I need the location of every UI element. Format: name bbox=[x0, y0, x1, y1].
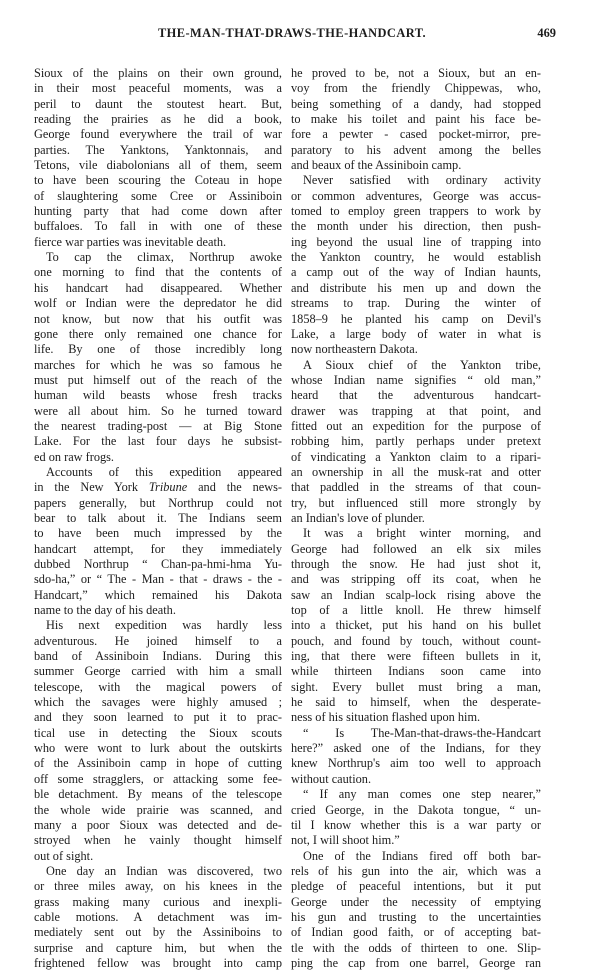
line-text: an Indian's love of plunder. bbox=[291, 510, 425, 525]
text-line bbox=[34, 879, 282, 894]
line-text: without caution. bbox=[291, 771, 372, 786]
text-line bbox=[34, 603, 282, 618]
text-line bbox=[291, 634, 541, 649]
line-text: Tetons, vile diabolonians all of them, seem bbox=[34, 158, 282, 173]
line-text: wolf or Indian were the depredator he did bbox=[34, 296, 282, 311]
line-text: the nearest trading-post — at Big Stone bbox=[34, 418, 282, 433]
text-line bbox=[34, 235, 282, 250]
text-line bbox=[34, 649, 282, 664]
text-line bbox=[291, 772, 541, 787]
text-line bbox=[291, 97, 541, 112]
text-line bbox=[291, 787, 541, 802]
text-line bbox=[34, 404, 282, 419]
line-text: ing, that there were fifteen bullets in it, bbox=[291, 649, 541, 664]
text-line bbox=[34, 127, 282, 142]
line-text: being something of a dandy, had stopped bbox=[291, 96, 541, 111]
text-line bbox=[34, 81, 282, 96]
text-line bbox=[291, 526, 541, 541]
text-line bbox=[291, 66, 541, 81]
line-text: surprise and capture him, but when the bbox=[34, 940, 282, 955]
text-line bbox=[34, 97, 282, 112]
line-text: mediately sent out by the Assiniboins to bbox=[34, 925, 282, 940]
text-line bbox=[34, 895, 282, 910]
line-text: or common adventures, George was accus- bbox=[291, 188, 541, 203]
text-line bbox=[34, 342, 282, 357]
line-text: frightened fellow was brought into camp bbox=[34, 955, 282, 970]
line-text: 1858–9 he planted his camp on Devil's bbox=[291, 311, 541, 326]
text-line bbox=[291, 189, 541, 204]
line-text: heard that the adventurous handcart- bbox=[291, 388, 541, 403]
text-line bbox=[291, 465, 541, 480]
text-line bbox=[291, 941, 541, 956]
line-text: His next expedition was hardly less bbox=[46, 618, 282, 633]
line-text: peril to daunt the stoutest heart. But, bbox=[34, 96, 282, 111]
text-line bbox=[291, 895, 541, 910]
text-line bbox=[291, 358, 541, 373]
line-text: reading the prairies as he did a book, bbox=[34, 112, 282, 127]
text-line bbox=[291, 404, 541, 419]
line-text: To cap the climax, Northrup awoke bbox=[46, 250, 282, 265]
text-line bbox=[291, 542, 541, 557]
text-line bbox=[34, 925, 282, 940]
line-text: tle with the odds of thirteen to one. Slip- bbox=[291, 940, 541, 955]
line-text: gone there only remained one chance for bbox=[34, 326, 282, 341]
line-text: a camp out of the way of Indian haunts, bbox=[291, 265, 541, 280]
text-line bbox=[291, 803, 541, 818]
line-text: an ownership in all the musk-rat and otter bbox=[291, 464, 541, 479]
text-line bbox=[291, 818, 541, 833]
line-text: band of Assiniboin Indians. During this bbox=[34, 649, 282, 664]
line-text: One day an Indian was discovered, two bbox=[46, 863, 282, 878]
text-line bbox=[34, 189, 282, 204]
text-line bbox=[34, 680, 282, 695]
text-line bbox=[291, 373, 541, 388]
line-text: and beaux of the Assiniboin camp. bbox=[291, 158, 462, 173]
text-line bbox=[34, 373, 282, 388]
line-text: sight. Every bullet must bring a man, bbox=[291, 679, 541, 694]
line-text: George found everywhere the trail of war bbox=[34, 127, 282, 142]
line-text: the month under his direction, then push- bbox=[291, 219, 541, 234]
text-line bbox=[34, 695, 282, 710]
text-line bbox=[291, 695, 541, 710]
text-line bbox=[291, 756, 541, 771]
text-line bbox=[291, 925, 541, 940]
line-text: rels of his gun into the air, which was a bbox=[291, 863, 541, 878]
text-line bbox=[291, 849, 541, 864]
line-text: “ Is The-Man-that-draws-the-Handcart bbox=[303, 725, 541, 740]
text-line bbox=[34, 158, 282, 173]
text-line bbox=[291, 235, 541, 250]
text-line bbox=[291, 741, 541, 756]
line-text: A Sioux chief of the Yankton tribe, bbox=[303, 357, 541, 372]
text-line bbox=[34, 741, 282, 756]
text-line bbox=[34, 756, 282, 771]
line-text: try, but influenced still more strongly by bbox=[291, 495, 541, 510]
line-text: in their most peaceful moments, was a bbox=[34, 81, 282, 96]
text-line bbox=[34, 388, 282, 403]
line-text: his gun and trusting to the uncertainties bbox=[291, 909, 541, 924]
line-text: adventurous. He joined himself to a bbox=[34, 633, 282, 648]
line-text: Sioux of the plains on their own ground, bbox=[34, 66, 282, 80]
text-line bbox=[34, 434, 282, 449]
line-text: must put himself out of the reach of the bbox=[34, 372, 282, 387]
line-text: papers generally, but Northrup could not bbox=[34, 495, 282, 510]
line-text: his handcart had disappeared. Whether bbox=[34, 280, 282, 295]
text-line bbox=[34, 419, 282, 434]
line-text: of slaughtering some Cree or Assiniboin bbox=[34, 188, 282, 203]
line-text: the whole wide prairie was scanned, and bbox=[34, 802, 282, 817]
line-text: top of a little knoll. He threw himself bbox=[291, 603, 541, 618]
line-text: bear to talk about it. The Indians seem bbox=[34, 510, 282, 525]
line-text: into a thicket, put his hand on his bullet bbox=[291, 618, 541, 633]
italic-title: Tribune bbox=[148, 480, 188, 495]
line-text: pouch, and found by touch, without count- bbox=[291, 633, 541, 648]
line-text: fierce war parties was inevitable death. bbox=[34, 234, 227, 249]
line-text: Lake, a large body of water in what is bbox=[291, 326, 541, 341]
line-text: drawer was trapping at that point, and bbox=[291, 403, 541, 418]
text-line bbox=[291, 265, 541, 280]
text-line bbox=[291, 281, 541, 296]
text-line bbox=[34, 910, 282, 925]
line-text: hunting party that had come down after bbox=[34, 204, 282, 219]
text-line bbox=[291, 158, 541, 173]
line-text: fore a pewter - cased pocket-mirror, pre- bbox=[291, 127, 541, 142]
text-line bbox=[291, 879, 541, 894]
text-line bbox=[34, 572, 282, 587]
text-line bbox=[291, 419, 541, 434]
text-line bbox=[291, 143, 541, 158]
line-text: One of the Indians fired off both bar- bbox=[303, 848, 541, 863]
line-text: buffaloes. To fall in with one of these bbox=[34, 219, 282, 234]
line-text: ping the cap from one barrel, George ran bbox=[291, 955, 541, 970]
line-text: life. By one of those incredibly long bbox=[34, 342, 282, 357]
line-text: grass making many curious and inexpli- bbox=[34, 894, 282, 909]
text-line bbox=[34, 480, 282, 495]
line-text: name to the day of his death. bbox=[34, 603, 176, 618]
text-line bbox=[291, 910, 541, 925]
line-text: which the savages were highly amused ; bbox=[34, 695, 282, 710]
text-line bbox=[34, 526, 282, 541]
line-text: or three miles away, on his knees in the bbox=[34, 879, 282, 894]
text-line bbox=[291, 864, 541, 879]
text-line bbox=[34, 634, 282, 649]
text-line bbox=[291, 112, 541, 127]
line-text: not, I will shoot him.” bbox=[291, 833, 400, 848]
text-line bbox=[34, 112, 282, 127]
line-text: voy from the friendly Chippewas, who, bbox=[291, 81, 541, 96]
text-line bbox=[34, 849, 282, 864]
line-text: human wild beasts whose fresh tracks bbox=[34, 388, 282, 403]
text-line bbox=[291, 956, 541, 971]
text-line bbox=[34, 618, 282, 633]
line-text: that paddled in the streams of that coun- bbox=[291, 480, 541, 495]
line-text: ble detachment. By means of the telescope bbox=[34, 787, 282, 802]
line-text: cried George, in the Dakota tongue, “ un- bbox=[291, 802, 541, 817]
text-line bbox=[291, 572, 541, 587]
line-text: saw an Indian scalp-lock rising above the bbox=[291, 587, 541, 602]
line-text: the Yankton country, he would establish bbox=[291, 250, 541, 265]
right-text-column bbox=[291, 66, 541, 971]
text-line bbox=[291, 588, 541, 603]
line-text: of Indian good faith, or of accepting bat- bbox=[291, 925, 541, 940]
line-text: many a poor Sioux was detected and de- bbox=[34, 817, 282, 832]
line-text: of the Assiniboin camp in hope of cutting bbox=[34, 756, 282, 771]
text-line bbox=[34, 588, 282, 603]
text-line bbox=[34, 772, 282, 787]
line-text: of vindicating a Yankton claim to a ripari- bbox=[291, 449, 541, 464]
text-line bbox=[34, 450, 282, 465]
text-line bbox=[291, 296, 541, 311]
line-text: Lake. For the last four days he subsist- bbox=[34, 434, 282, 449]
text-line bbox=[291, 833, 541, 848]
line-text: here?” asked one of the Indians, for they bbox=[291, 741, 541, 756]
text-line bbox=[291, 680, 541, 695]
line-text: parties. The Yanktons, Yanktonnais, and bbox=[34, 142, 282, 157]
text-line bbox=[291, 342, 541, 357]
line-text: ing beyond the usual line of trapping into bbox=[291, 234, 541, 249]
line-text: through the snow. He had just shot it, bbox=[291, 557, 541, 571]
text-line bbox=[34, 542, 282, 557]
line-text: cable motions. A detachment was im- bbox=[34, 909, 282, 924]
text-line bbox=[34, 833, 282, 848]
text-line bbox=[34, 143, 282, 158]
line-text: he proved to be, not a Sioux, but an en- bbox=[291, 66, 541, 80]
text-line bbox=[291, 649, 541, 664]
line-text: not know, but now that his outfit was bbox=[34, 311, 282, 326]
text-line bbox=[291, 312, 541, 327]
line-text: sdo-ha,” or “ The - Man - that - draws - the - bbox=[34, 572, 282, 587]
line-text: Handcart,” which remained his Dakota bbox=[34, 587, 282, 602]
text-line bbox=[291, 327, 541, 342]
text-line bbox=[34, 173, 282, 188]
line-text: marches for which he was so famous he bbox=[34, 357, 282, 372]
line-text: Never satisfied with ordinary activity bbox=[303, 173, 541, 188]
text-line bbox=[291, 664, 541, 679]
text-line bbox=[291, 726, 541, 741]
text-line bbox=[34, 219, 282, 234]
line-text: It was a bright winter morning, and bbox=[303, 526, 541, 541]
text-line bbox=[34, 710, 282, 725]
text-line bbox=[34, 250, 282, 265]
line-text: robbing him, partly perhaps under pretext bbox=[291, 434, 541, 449]
line-text: telescope, with the magical powers of bbox=[34, 679, 282, 694]
text-line bbox=[34, 664, 282, 679]
line-text: who were wont to lurk about the outskirts bbox=[34, 741, 282, 756]
text-line bbox=[34, 66, 282, 81]
text-line bbox=[34, 511, 282, 526]
line-text: dubbed Northrup “ Chan-pa-hmi-hma Yu- bbox=[34, 557, 282, 571]
text-line bbox=[34, 465, 282, 480]
text-line bbox=[34, 327, 282, 342]
line-text: handcart attempt, for they immediately bbox=[34, 541, 282, 556]
text-line bbox=[291, 434, 541, 449]
text-line bbox=[34, 726, 282, 741]
line-text: pledge of peaceful intentions, but it put bbox=[291, 879, 541, 894]
line-text: now northeastern Dakota. bbox=[291, 342, 418, 357]
line-text: ed on raw frogs. bbox=[34, 449, 115, 464]
line-text: to make his toilet and paint his face be- bbox=[291, 112, 541, 127]
left-text-column bbox=[34, 66, 282, 971]
line-text: and they soon learned to put it to prac- bbox=[34, 710, 282, 725]
line-text: tomed to employ green trappers to work by bbox=[291, 204, 541, 219]
line-text: in the New York bbox=[34, 480, 149, 495]
text-line bbox=[291, 710, 541, 725]
text-line bbox=[291, 480, 541, 495]
text-line bbox=[34, 296, 282, 311]
line-text: off some stragglers, or attacking some fee- bbox=[34, 771, 282, 786]
text-line bbox=[291, 219, 541, 234]
text-line bbox=[34, 557, 282, 572]
line-text: til I know whether this is a war party or bbox=[291, 817, 541, 832]
text-line bbox=[291, 450, 541, 465]
text-line bbox=[34, 312, 282, 327]
line-text: one morning to find that the contents of bbox=[34, 265, 282, 280]
text-line bbox=[291, 127, 541, 142]
text-line bbox=[34, 803, 282, 818]
line-text: to have been much impressed by the bbox=[34, 526, 282, 541]
line-text: fitted out an expedition for the purpose of bbox=[291, 418, 541, 433]
line-text: and was stripping off its coat, when he bbox=[291, 572, 541, 587]
line-text: were all about him. So he turned toward bbox=[34, 403, 282, 418]
text-line bbox=[34, 818, 282, 833]
text-line bbox=[291, 81, 541, 96]
text-line bbox=[34, 265, 282, 280]
text-line bbox=[291, 618, 541, 633]
page-number: 469 bbox=[537, 26, 556, 40]
text-line bbox=[291, 511, 541, 526]
line-text: out of sight. bbox=[34, 848, 94, 863]
running-title: THE-MAN-THAT-DRAWS-THE-HANDCART. bbox=[157, 26, 427, 40]
text-line bbox=[34, 358, 282, 373]
line-text: he said to himself, when the desperate- bbox=[291, 695, 541, 710]
text-line bbox=[34, 956, 282, 971]
text-line bbox=[34, 787, 282, 802]
line-text: and distribute his men up and down the bbox=[291, 280, 541, 295]
text-line bbox=[291, 250, 541, 265]
text-line bbox=[291, 388, 541, 403]
line-text: whose Indian name signifies “ old man,” bbox=[291, 372, 541, 387]
line-text: streams to trap. During the winter of bbox=[291, 296, 541, 311]
line-text: summer George carried with him a small bbox=[34, 664, 282, 679]
page-header bbox=[28, 26, 556, 44]
text-line bbox=[291, 496, 541, 511]
line-text: Accounts of this expedition appeared bbox=[46, 464, 282, 479]
text-line bbox=[34, 941, 282, 956]
text-line bbox=[291, 204, 541, 219]
line-text: and the news- bbox=[187, 480, 282, 495]
text-line bbox=[34, 204, 282, 219]
line-text: paratory to his advent among the belles bbox=[291, 142, 541, 157]
line-text: George had followed an elk six miles bbox=[291, 541, 541, 556]
text-line bbox=[34, 864, 282, 879]
line-text: tical use in detecting the Sioux scouts bbox=[34, 725, 282, 740]
text-line bbox=[291, 603, 541, 618]
line-text: ness of his situation flashed upon him. bbox=[291, 710, 481, 725]
line-text: knew Northrup's aim too well to approach bbox=[291, 756, 541, 771]
line-text: George under the necessity of emptying bbox=[291, 894, 541, 909]
text-line bbox=[291, 557, 541, 572]
line-text: “ If any man comes one step nearer,” bbox=[303, 787, 541, 802]
text-line bbox=[34, 496, 282, 511]
line-text: while thirteen Indians soon came into bbox=[291, 664, 541, 679]
line-text: to have been scouring the Coteau in hope bbox=[34, 173, 282, 188]
text-line bbox=[291, 173, 541, 188]
line-text: stroyed when he vainly thought himself bbox=[34, 833, 282, 848]
text-line bbox=[34, 281, 282, 296]
